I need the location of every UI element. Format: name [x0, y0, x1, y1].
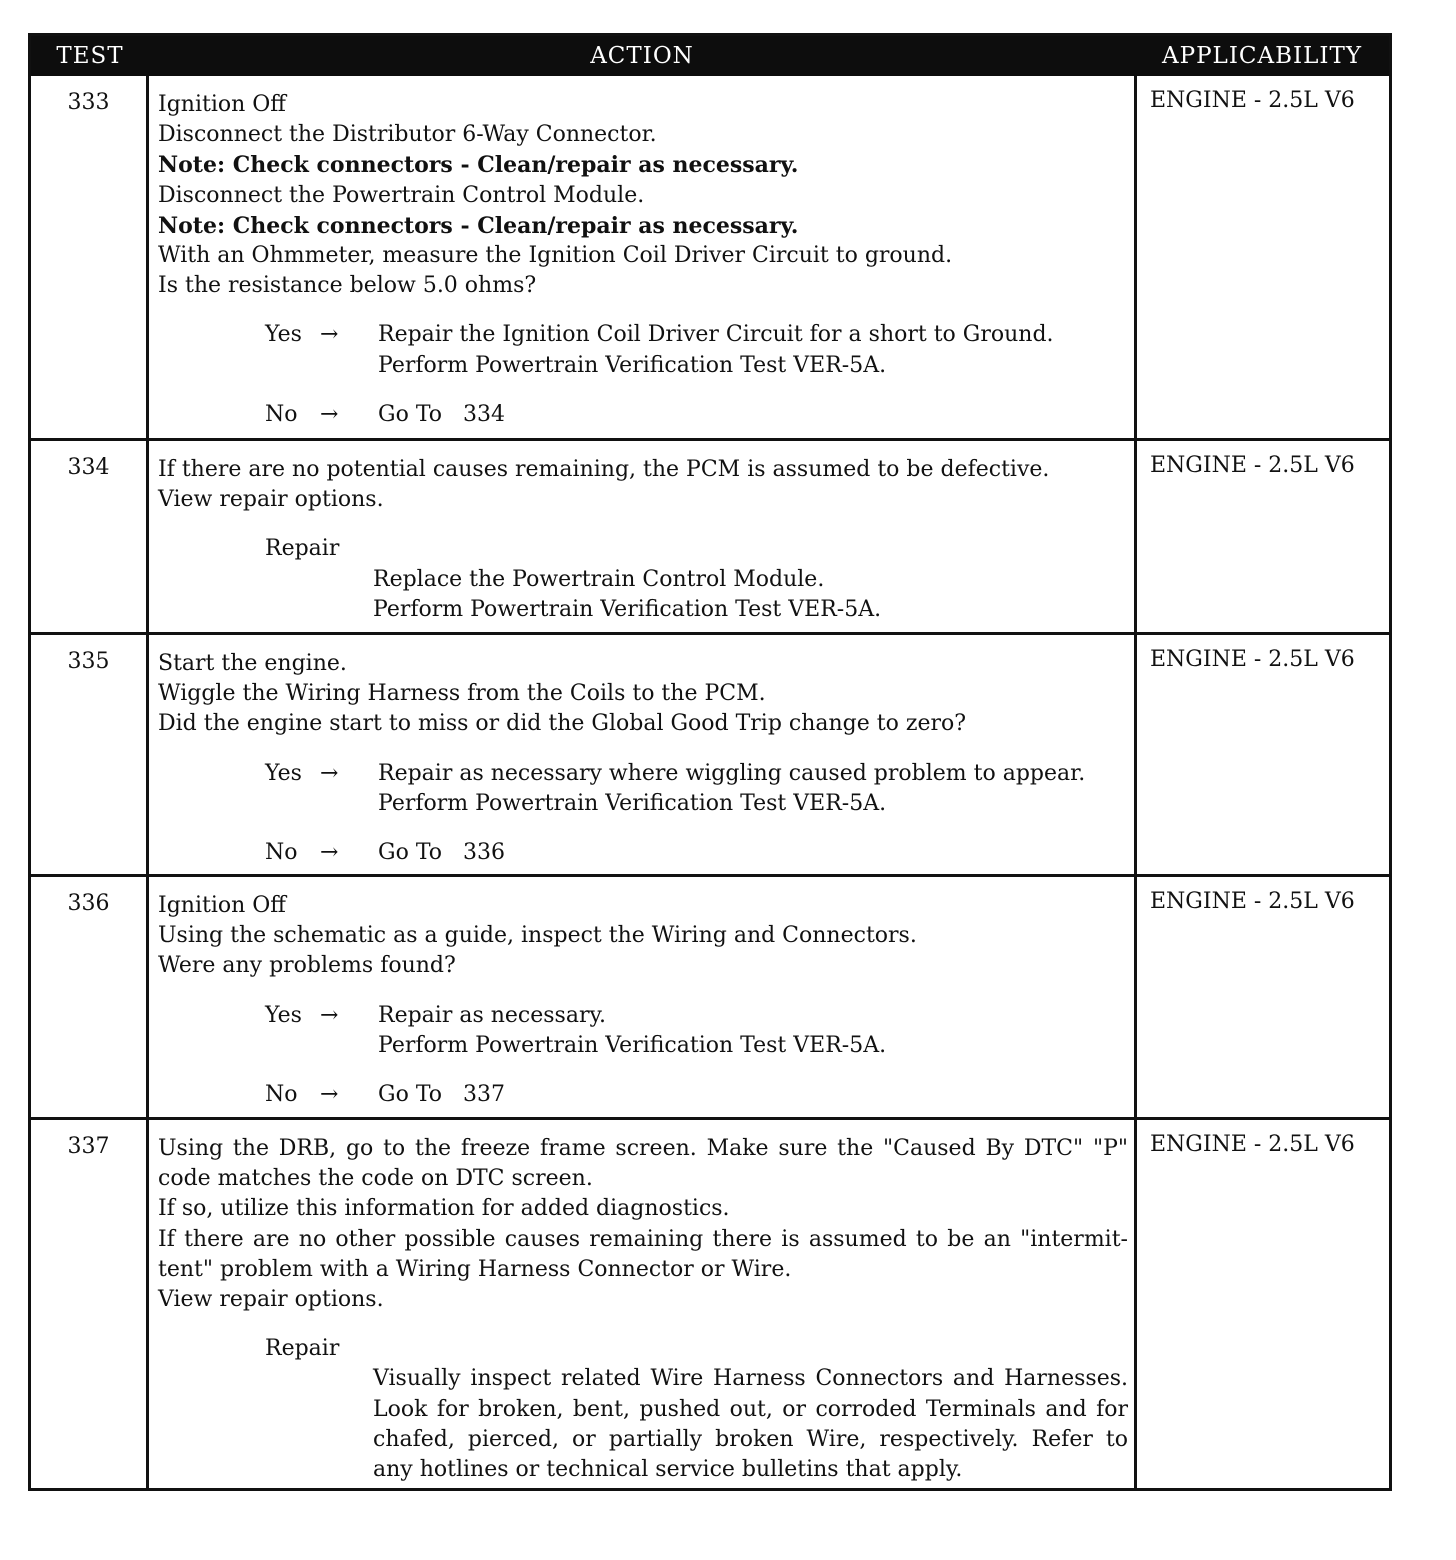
action-question: Is the resistance below 5.0 ohms?	[158, 273, 537, 299]
applicability-value: ENGINE - 2.5L V6	[1150, 889, 1355, 914]
action-question: Were any problems found?	[158, 953, 456, 979]
yes-branch	[265, 1001, 1128, 1061]
repair-line: chafed, pierced, or partially broken Wire, respectively. Refer to	[373, 1426, 1128, 1452]
repair-line: Replace the Powertrain Control Module.	[373, 566, 825, 592]
yes-label: Yes	[265, 760, 302, 786]
no-label: No	[265, 1082, 298, 1108]
goto-link[interactable]: Go To 336	[378, 840, 505, 866]
yes-line: Repair as necessary.	[378, 1002, 606, 1028]
no-branch	[265, 1080, 1128, 1110]
test-number: 337	[31, 1120, 149, 1488]
action-line: Ignition Off	[158, 92, 286, 117]
no-branch	[265, 838, 1128, 868]
no-label: No	[265, 401, 298, 427]
action-line: code matches the code on DTC screen.	[158, 1166, 593, 1192]
action-note: Note: Check connectors - Clean/repair as necessary.	[158, 152, 799, 179]
action-line: Disconnect the Powertrain Control Module.	[158, 182, 645, 208]
goto-link[interactable]: Go To 334	[378, 401, 505, 427]
action-line: If there are no potential causes remaining, the PCM is assumed to be defective.	[158, 457, 1050, 482]
table-header	[31, 36, 1389, 76]
applicability-value: ENGINE - 2.5L V6	[1150, 88, 1355, 113]
action-line: Ignition Off	[158, 893, 286, 918]
test-number: 335	[31, 635, 149, 874]
action-note: Note: Check connectors - Clean/repair as necessary.	[158, 212, 799, 239]
repair-line: any hotlines or technical service bulletins that apply.	[373, 1457, 963, 1483]
header-action: ACTION	[590, 43, 694, 69]
action-line: View repair options.	[158, 487, 384, 513]
yes-branch	[265, 759, 1128, 819]
action-cell	[149, 635, 1137, 874]
repair-line: Look for broken, bent, pushed out, or corroded Terminals and for	[373, 1396, 1128, 1422]
yes-branch	[265, 320, 1128, 380]
header-test: TEST	[56, 43, 124, 69]
table-row	[31, 1117, 1389, 1488]
no-label: No	[265, 840, 298, 866]
arrow-right-icon: →	[320, 1082, 339, 1108]
applicability-value: ENGINE - 2.5L V6	[1150, 453, 1355, 478]
repair-label: Repair	[265, 536, 340, 562]
action-line: Wiggle the Wiring Harness from the Coils to the PCM.	[158, 681, 766, 707]
applicability-value: ENGINE - 2.5L V6	[1150, 1132, 1355, 1157]
action-cell	[149, 877, 1137, 1117]
action-line: Using the DRB, go to the freeze frame screen. Make sure the "Caused By DTC" "P"	[158, 1136, 1128, 1161]
no-branch	[265, 400, 1128, 430]
action-line: Disconnect the Distributor 6-Way Connector.	[158, 122, 657, 148]
yes-line: Repair the Ignition Coil Driver Circuit for a short to Ground.	[378, 322, 1054, 348]
test-number: 333	[31, 76, 149, 438]
action-cell	[149, 441, 1137, 632]
yes-line: Perform Powertrain Verification Test VER-5A.	[378, 1032, 887, 1058]
table-row	[31, 438, 1389, 632]
table-row	[31, 632, 1389, 874]
header-applicability: APPLICABILITY	[1162, 43, 1362, 69]
arrow-right-icon: →	[320, 322, 339, 348]
action-line: Using the schematic as a guide, inspect the Wiring and Connectors.	[158, 923, 917, 949]
yes-line: Repair as necessary where wiggling caused problem to appear.	[378, 760, 1086, 786]
repair-line: Perform Powertrain Verification Test VER-5A.	[373, 596, 882, 622]
repair-label: Repair	[265, 1336, 340, 1362]
goto-link[interactable]: Go To 337	[378, 1082, 505, 1108]
repair-line: Visually inspect related Wire Harness Connectors and Harnesses.	[373, 1366, 1128, 1392]
arrow-right-icon: →	[320, 401, 339, 427]
action-line: With an Ohmmeter, measure the Ignition Coil Driver Circuit to ground.	[158, 243, 953, 269]
action-line: tent" problem with a Wiring Harness Connector or Wire.	[158, 1256, 792, 1282]
action-question: Did the engine start to miss or did the Global Good Trip change to zero?	[158, 711, 967, 737]
action-line: Start the engine.	[158, 651, 347, 676]
action-cell	[149, 1120, 1137, 1488]
arrow-right-icon: →	[320, 1002, 339, 1028]
yes-line: Perform Powertrain Verification Test VER-5A.	[378, 790, 887, 816]
arrow-right-icon: →	[320, 760, 339, 786]
test-number: 336	[31, 877, 149, 1117]
yes-line: Perform Powertrain Verification Test VER-5A.	[378, 352, 887, 378]
action-line: If there are no other possible causes remaining there is assumed to be an "intermit-	[158, 1226, 1128, 1252]
action-line: View repair options.	[158, 1287, 384, 1313]
action-cell	[149, 76, 1137, 438]
yes-label: Yes	[265, 322, 302, 348]
table-row	[31, 76, 1389, 438]
diagnostic-test-table	[28, 33, 1392, 1491]
action-line: If so, utilize this information for added diagnostics.	[158, 1196, 730, 1222]
yes-label: Yes	[265, 1002, 302, 1028]
table-row	[31, 874, 1389, 1117]
applicability-value: ENGINE - 2.5L V6	[1150, 647, 1355, 672]
test-number: 334	[31, 441, 149, 632]
arrow-right-icon: →	[320, 840, 339, 866]
